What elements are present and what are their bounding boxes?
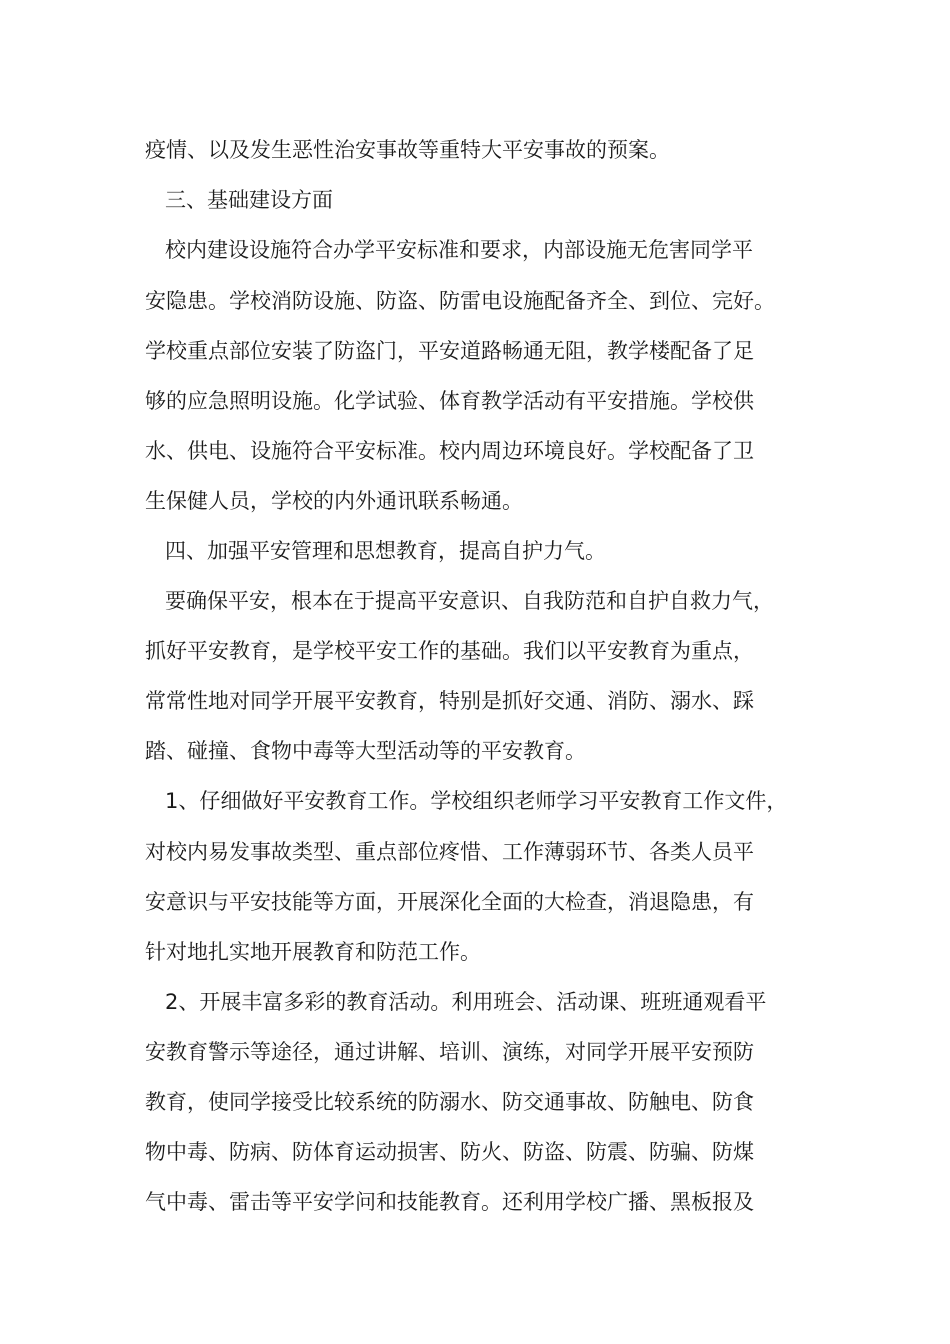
text-line: 安隐患。学校消防设施、防盗、防雷电设施配备齐全、到位、完好。 — [145, 289, 775, 313]
text-line: 常常性地对同学开展平安教育，特别是抓好交通、消防、溺水、踩 — [145, 689, 754, 713]
text-line: 够的应急照明设施。化学试验、体育教学活动有平安措施。学校供 — [145, 389, 754, 413]
text-line: 学校重点部位安装了防盗门，平安道路畅通无阻，教学楼配备了足 — [145, 339, 754, 363]
text-line: 物中毒、防病、防体育运动损害、防火、防盗、防震、防骗、防煤 — [145, 1140, 754, 1164]
text-line: 针对地扎实地开展教育和防范工作。 — [145, 940, 481, 964]
text-line: 生保健人员，学校的内外通讯联系畅通。 — [145, 489, 523, 513]
text-line: 安意识与平安技能等方面，开展深化全面的大检查，消退隐患，有 — [145, 890, 754, 914]
text-line: 安教育警示等途径，通过讲解、培训、演练，对同学开展平安预防 — [145, 1040, 754, 1064]
text-line: 疫情、以及发生恶性治安事故等重特大平安事故的预案。 — [145, 138, 670, 162]
text-line: 水、供电、设施符合平安标准。校内周边环境良好。学校配备了卫 — [145, 439, 754, 463]
text-line: 气中毒、雷击等平安学问和技能教育。还利用学校广播、黑板报及 — [145, 1190, 754, 1214]
text-line: 对校内易发事故类型、重点部位疼惜、工作薄弱环节、各类人员平 — [145, 840, 754, 864]
text-line: 抓好平安教育，是学校平安工作的基础。我们以平安教育为重点， — [145, 639, 754, 663]
text-line: 2、开展丰富多彩的教育活动。利用班会、活动课、班班通观看平 — [165, 990, 767, 1014]
section-heading: 三、基础建设方面 — [165, 188, 333, 212]
text-line: 踏、碰撞、食物中毒等大型活动等的平安教育。 — [145, 739, 586, 763]
text-line: 1、仔细做好平安教育工作。学校组织老师学习平安教育工作文件， — [165, 789, 788, 813]
text-line: 教育，使同学接受比较系统的防溺水、防交通事故、防触电、防食 — [145, 1090, 754, 1114]
section-heading: 四、加强平安管理和思想教育，提高自护力气。 — [165, 539, 606, 563]
text-line: 校内建设设施符合办学平安标准和要求，内部设施无危害同学平 — [165, 238, 753, 262]
text-line: 要确保平安，根本在于提高平安意识、自我防范和自护自救力气， — [165, 589, 774, 613]
